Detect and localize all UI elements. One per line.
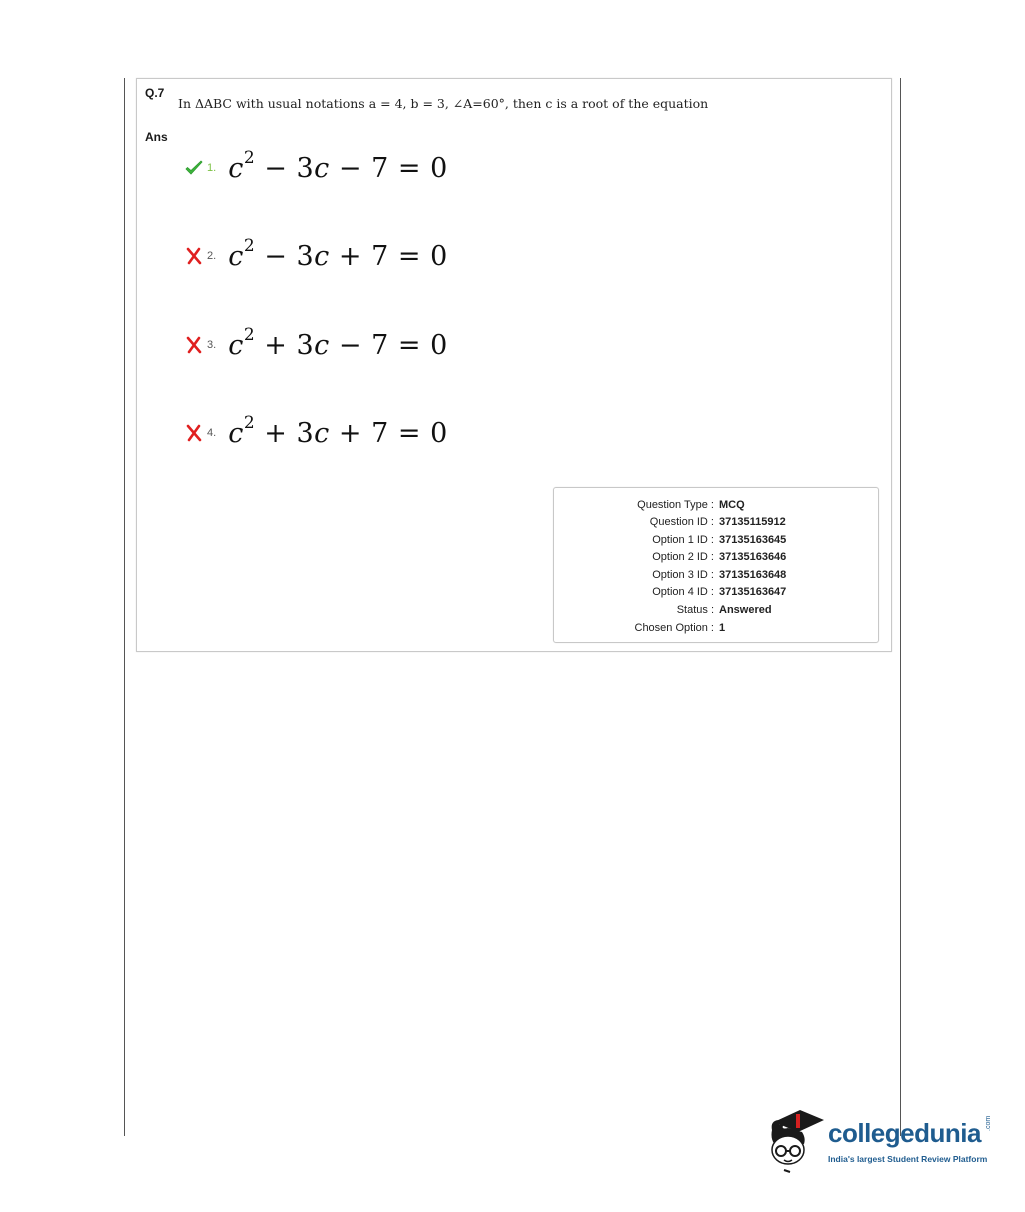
cross-icon — [184, 423, 204, 443]
option-1[interactable] — [184, 148, 448, 188]
option-equation: $c^2 + 3c + 7 = 0$ — [228, 412, 448, 449]
question-text: In ΔABC with usual notations a = 4, b = 3, ∠A=60°, then c is a root of the equation — [178, 96, 709, 111]
option-equation: $c^2 - 3c - 7 = 0$ — [228, 147, 448, 184]
option-number: 3. — [207, 339, 217, 351]
option-number: 2. — [207, 250, 217, 262]
page-border-right — [900, 78, 901, 1136]
option-4[interactable] — [184, 413, 448, 453]
cross-icon — [184, 335, 204, 355]
logo-wordmark: collegedunia — [828, 1118, 981, 1148]
option-3[interactable] — [184, 325, 448, 365]
question-info-box: Question Type : MCQ Question ID : 37135115912 Option 1 ID : 37135163645 Option 2 ID : 37135163646 Option 3 ID : 37135163648 Option 4 ID : 37135163647 Status : Answered Chosen Option : 1 — [553, 487, 879, 643]
logo-tagline: India's largest Student Review Platform — [828, 1154, 988, 1164]
option-equation: $c^2 - 3c + 7 = 0$ — [228, 235, 448, 272]
option-2[interactable] — [184, 236, 448, 276]
question-number: Q.7 — [145, 86, 165, 100]
cross-icon — [184, 246, 204, 266]
page-border-left — [124, 78, 125, 1136]
mascot-logo-icon — [766, 1104, 826, 1174]
option-number: 1. — [207, 162, 217, 174]
check-icon — [184, 158, 204, 178]
option-equation: $c^2 + 3c - 7 = 0$ — [228, 324, 448, 361]
option-number: 4. — [207, 427, 217, 439]
logo-suffix: .com — [985, 1115, 992, 1131]
answer-label: Ans — [145, 130, 168, 144]
